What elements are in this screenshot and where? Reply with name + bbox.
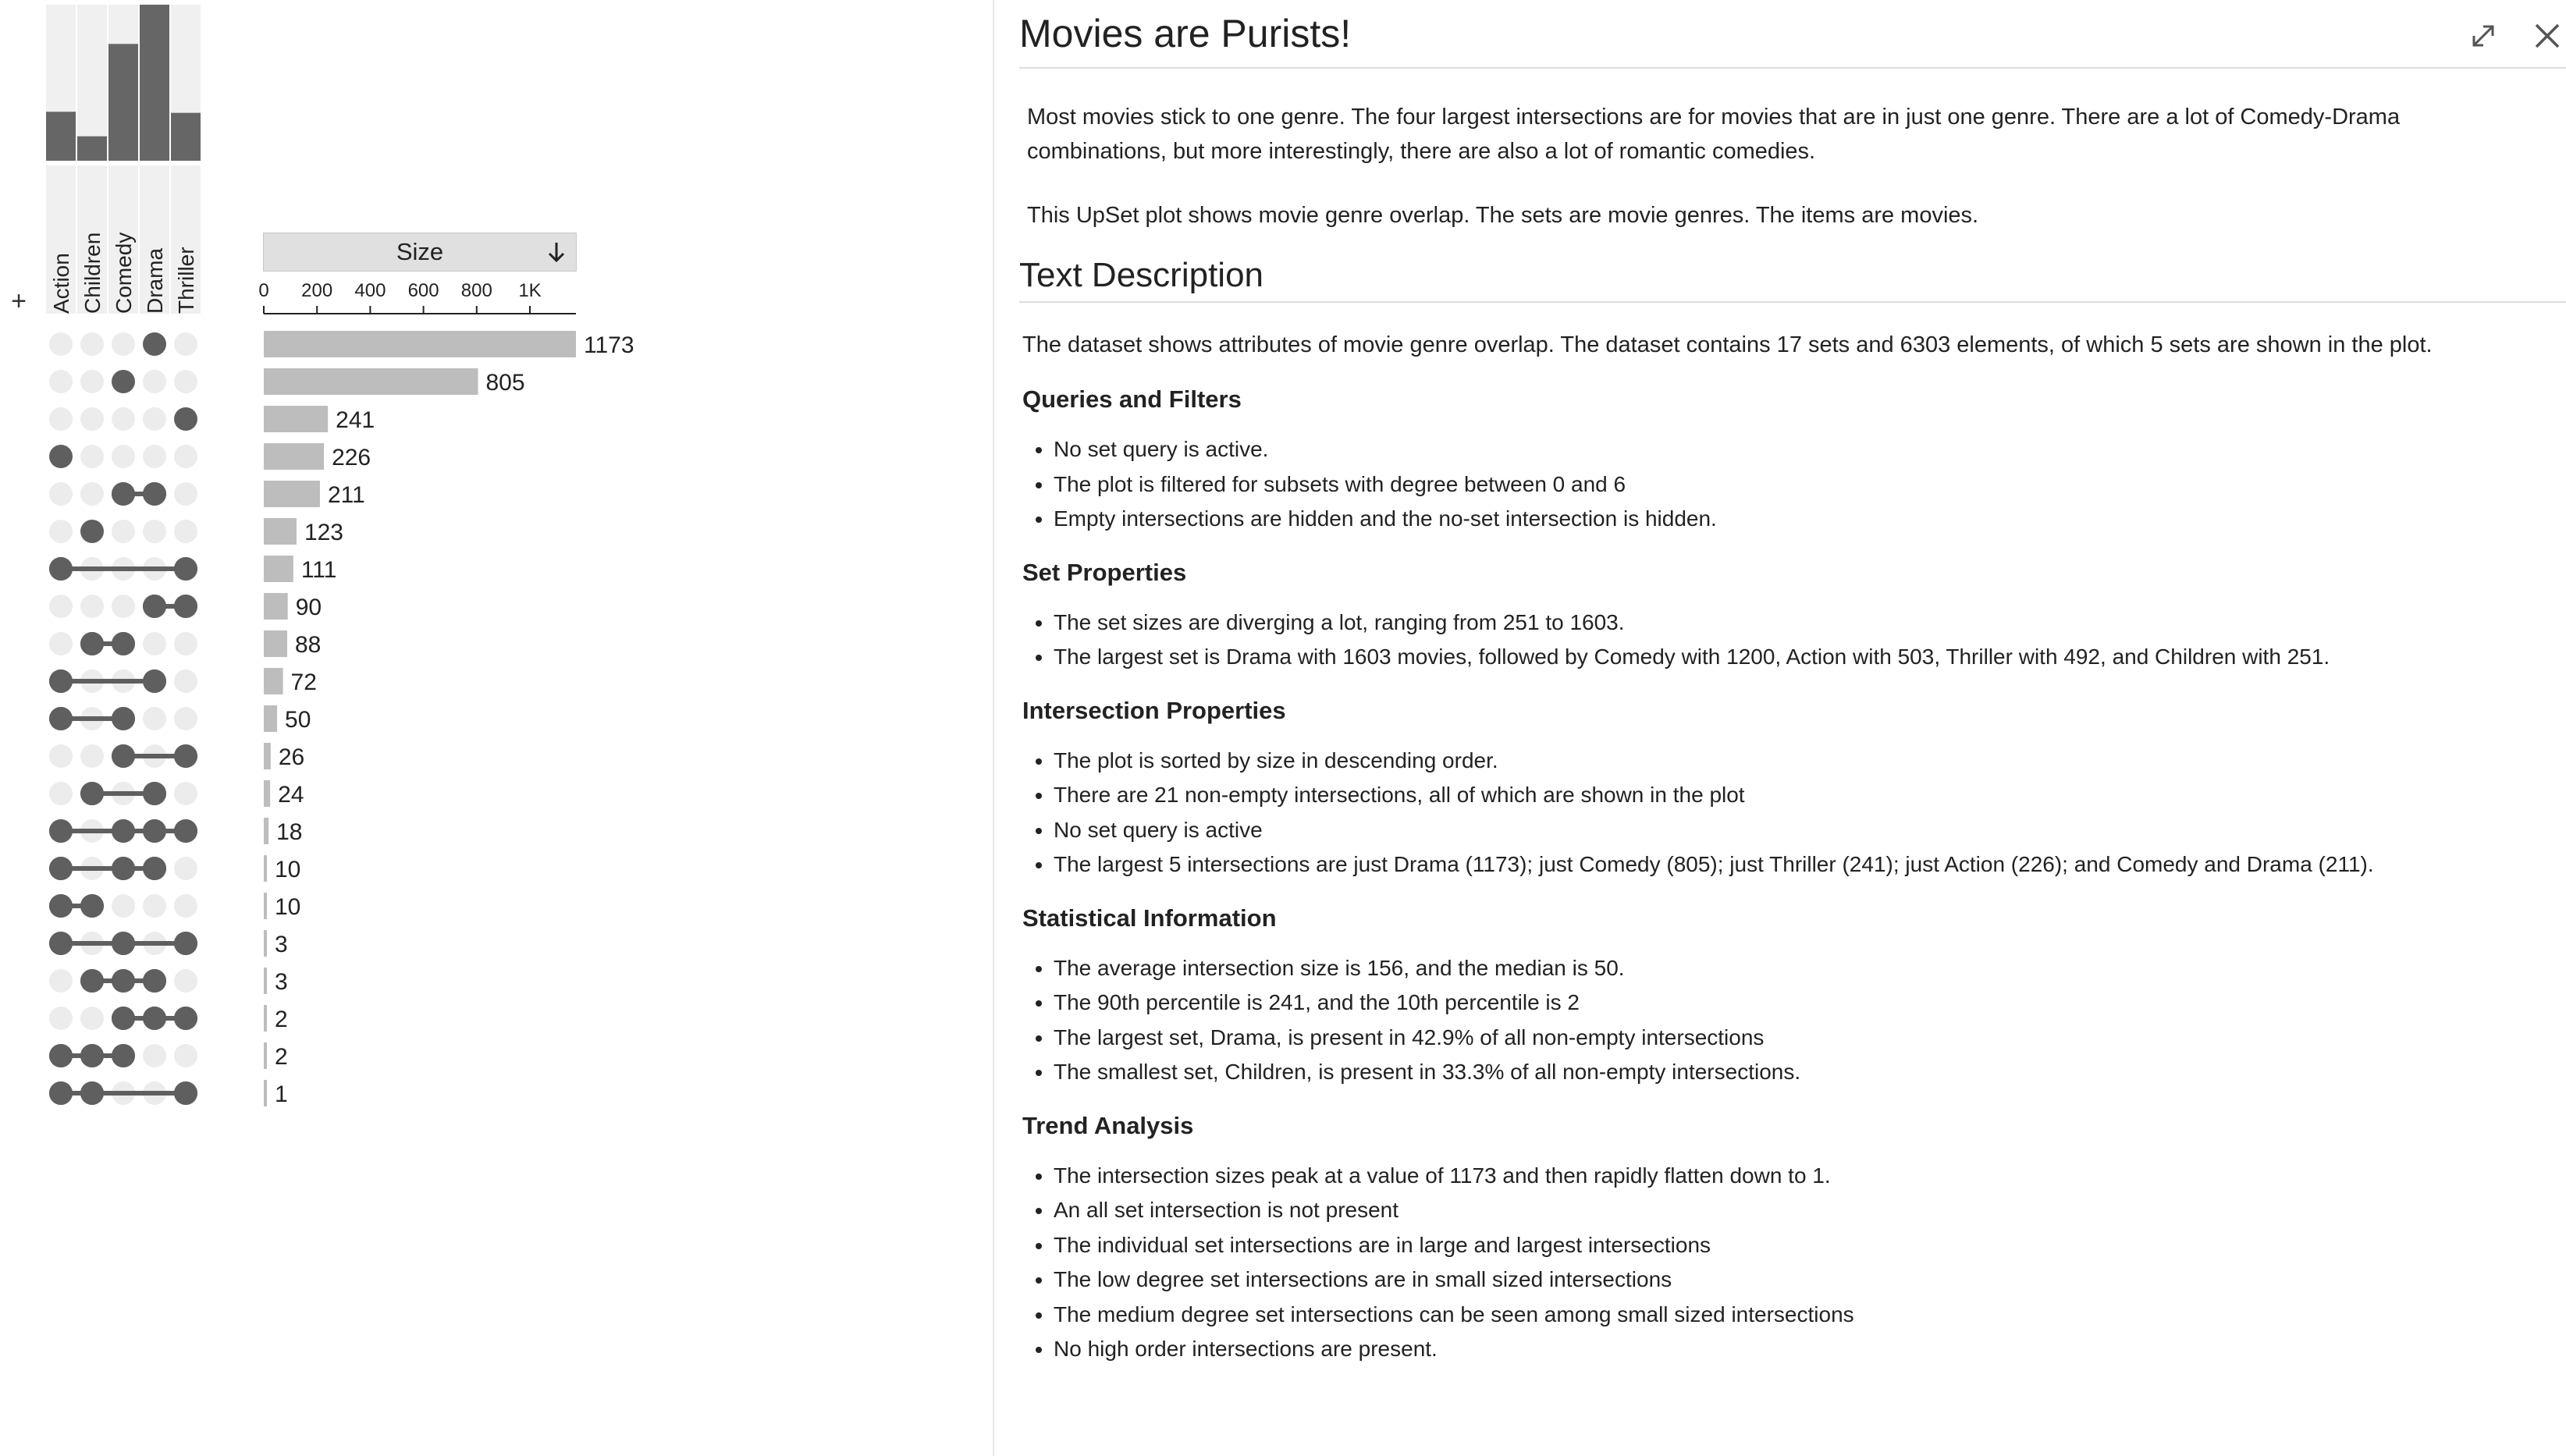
membership-dot-filled — [112, 744, 135, 768]
membership-dot-empty — [80, 445, 104, 468]
membership-dot-filled — [174, 595, 197, 618]
set-size-bar — [108, 44, 138, 161]
membership-dot-empty — [80, 332, 104, 356]
membership-dot-empty — [174, 894, 197, 918]
list-item: • No set query is active — [1054, 813, 2557, 848]
membership-dot-empty — [112, 595, 135, 618]
list-item: • No set query is active. — [1054, 432, 2557, 467]
upset-plot-svg — [0, 0, 990, 1456]
membership-dot-filled — [143, 669, 166, 693]
membership-dot-empty — [80, 370, 104, 393]
page-title: Movies are Purists! — [1019, 12, 1352, 55]
membership-dot-empty — [49, 969, 73, 993]
membership-dot-filled — [80, 969, 104, 993]
membership-dot-empty — [49, 482, 73, 506]
membership-dot-filled — [49, 707, 73, 730]
section-heading: Statistical Information — [1022, 904, 1277, 932]
intersection-size-bar — [264, 818, 268, 844]
list-item: • The largest 5 intersections are just Drama (1173); just Comedy (805); just Thriller (241); just Action (226); and Comedy and Drama (211). — [1054, 847, 2557, 882]
intersection-size-label: 18 — [276, 819, 303, 845]
membership-dot-empty — [174, 669, 197, 693]
section-list — [1019, 744, 2557, 882]
text-description-title: Text Description — [1019, 256, 1264, 294]
membership-dot-empty — [80, 595, 104, 618]
membership-dot-filled — [112, 370, 135, 393]
membership-dot-empty — [49, 407, 73, 431]
membership-dot-empty — [143, 894, 166, 918]
text-description-heading — [1019, 251, 2566, 303]
section-heading: Set Properties — [1022, 558, 1187, 586]
intersection-size-bar — [264, 1080, 267, 1106]
membership-dot-filled — [112, 707, 135, 730]
membership-dot-filled — [143, 332, 166, 356]
intersection-size-label: 2 — [275, 1044, 288, 1070]
membership-dot-empty — [112, 407, 135, 431]
intersection-size-label: 26 — [278, 744, 305, 770]
membership-dot-empty — [143, 407, 166, 431]
intersection-size-bar — [264, 368, 478, 395]
membership-dot-empty — [49, 595, 73, 618]
intersection-size-bar — [264, 406, 328, 432]
membership-dot-filled — [112, 632, 135, 655]
list-item: • The smallest set, Children, is present in 33.3% of all non-empty intersections. — [1054, 1055, 2557, 1090]
intersection-size-bar — [264, 893, 267, 919]
membership-dot-empty — [49, 744, 73, 768]
membership-dot-filled — [174, 557, 197, 581]
set-size-bar — [77, 137, 107, 161]
intersection-size-label: 805 — [485, 370, 525, 396]
list-item: • The plot is sorted by size in descending order. — [1054, 744, 2557, 779]
membership-dot-filled — [174, 407, 197, 431]
section-list — [1019, 605, 2557, 675]
intersection-size-bar — [264, 593, 288, 620]
set-size-bar — [46, 112, 76, 161]
membership-dot-empty — [112, 445, 135, 468]
membership-dot-empty — [174, 707, 197, 730]
set-size-bar — [171, 113, 201, 161]
intersection-size-label: 123 — [304, 520, 344, 545]
description-sections — [1019, 382, 2557, 1367]
set-name-label: Comedy — [112, 232, 136, 314]
intersection-size-label: 24 — [278, 782, 304, 808]
intersection-size-label: 211 — [327, 482, 365, 508]
arrow-down-icon — [543, 239, 570, 265]
membership-dot-filled — [174, 744, 197, 768]
sort-header-label: Size — [396, 238, 444, 265]
intersection-size-label: 3 — [275, 932, 288, 957]
membership-dot-filled — [80, 632, 104, 655]
list-item: • The set sizes are diverging a lot, ranging from 251 to 1603. — [1054, 605, 2557, 641]
intersection-size-label: 226 — [332, 445, 371, 471]
upset-plot-panel — [0, 0, 990, 1456]
dataset-summary: The dataset shows attributes of movie genre overlap. The dataset contains 17 sets and 6303 elements, of which 5 sets are shown in the plot. — [1022, 332, 2433, 357]
membership-dot-empty — [49, 370, 73, 393]
intersection-size-label: 1173 — [584, 332, 634, 358]
sort-by-size-header[interactable] — [263, 233, 577, 272]
membership-dot-empty — [174, 969, 197, 993]
membership-dot-empty — [49, 332, 73, 356]
membership-dot-filled — [112, 1007, 135, 1030]
text-description-body — [1019, 328, 2557, 1386]
section-heading: Queries and Filters — [1022, 385, 1242, 413]
size-axis-tick-label: 200 — [301, 280, 333, 301]
membership-dot-filled — [143, 482, 166, 506]
size-axis-tick-label: 0 — [258, 280, 269, 301]
set-name-label: Action — [49, 253, 73, 314]
membership-dot-filled — [112, 1044, 135, 1067]
intersection-size-bar — [264, 518, 297, 545]
membership-dot-filled — [143, 819, 166, 843]
set-size-bar — [140, 5, 169, 161]
membership-dot-filled — [49, 819, 73, 843]
list-item: • Empty intersections are hidden and the no-set intersection is hidden. — [1054, 502, 2557, 537]
intersection-size-bar — [264, 743, 271, 769]
membership-dot-filled — [174, 932, 197, 955]
membership-dot-filled — [80, 782, 104, 805]
membership-dot-empty — [174, 482, 197, 506]
membership-dot-filled — [143, 782, 166, 805]
size-axis-tick-label: 600 — [407, 280, 439, 301]
membership-dot-empty — [143, 445, 166, 468]
section-heading: Trend Analysis — [1022, 1111, 1194, 1139]
section-list — [1019, 432, 2557, 537]
intersection-size-label: 90 — [295, 595, 322, 620]
membership-dot-filled — [49, 894, 73, 918]
size-axis-tick-label: 800 — [460, 280, 492, 301]
intersection-size-bar — [264, 855, 267, 882]
list-item: • The intersection sizes peak at a value of 1173 and then rapidly flatten down to 1. — [1054, 1159, 2557, 1194]
membership-dot-empty — [49, 520, 73, 543]
membership-dot-filled — [49, 857, 73, 880]
list-item: • The average intersection size is 156, and the median is 50. — [1054, 951, 2557, 986]
size-axis-tick-label: 1K — [518, 280, 542, 301]
intersection-size-label: 3 — [275, 969, 288, 995]
membership-dot-filled — [174, 819, 197, 843]
membership-dot-filled — [112, 857, 135, 880]
membership-dot-filled — [80, 1081, 104, 1105]
intersection-size-bar — [264, 930, 267, 957]
membership-dot-filled — [49, 1044, 73, 1067]
set-name-label: Thriller — [174, 247, 198, 314]
intersection-size-bar — [264, 1042, 267, 1069]
intersection-size-label: 50 — [285, 707, 311, 733]
plot-summary-paragraph: This UpSet plot shows movie genre overlap. The sets are movie genres. The items are movies. — [1027, 203, 1979, 228]
list-item: • The largest set, Drama, is present in 42.9% of all non-empty intersections — [1054, 1021, 2557, 1056]
membership-dot-empty — [112, 520, 135, 543]
intersection-size-bar — [264, 556, 293, 582]
intersection-size-bar — [264, 668, 283, 694]
membership-dot-empty — [49, 632, 73, 655]
membership-dot-filled — [143, 1007, 166, 1030]
intersection-size-bar — [264, 1005, 267, 1032]
membership-dot-empty — [80, 744, 104, 768]
intersection-size-label: 88 — [295, 632, 322, 658]
intersection-size-bar — [264, 630, 287, 657]
membership-dot-filled — [174, 1081, 197, 1105]
section-list — [1019, 951, 2557, 1090]
list-item: • An all set intersection is not present — [1054, 1193, 2557, 1228]
intersection-size-bar — [264, 481, 320, 507]
list-item: • There are 21 non-empty intersections, all of which are shown in the plot — [1054, 778, 2557, 813]
list-item: • No high order intersections are present. — [1054, 1332, 2557, 1367]
intersection-size-label: 241 — [336, 407, 375, 433]
intersection-size-bar — [264, 331, 576, 357]
intersection-size-bar — [264, 968, 267, 994]
membership-dot-empty — [49, 782, 73, 805]
membership-dot-filled — [112, 482, 135, 506]
list-item: • The plot is filtered for subsets with degree between 0 and 6 — [1054, 467, 2557, 502]
membership-dot-filled — [49, 669, 73, 693]
intersection-size-label: 72 — [290, 669, 317, 695]
membership-dot-empty — [174, 332, 197, 356]
membership-dot-empty — [174, 520, 197, 543]
membership-dot-empty — [174, 370, 197, 393]
membership-dot-filled — [49, 445, 73, 468]
membership-dot-filled — [174, 1007, 197, 1030]
membership-dot-empty — [143, 1044, 166, 1067]
description-side-panel — [996, 0, 2566, 1456]
intersection-size-bar — [264, 705, 277, 732]
membership-dot-empty — [143, 632, 166, 655]
intersection-size-bar — [264, 443, 324, 470]
expand-icon[interactable] — [2468, 20, 2499, 51]
membership-dot-filled — [49, 557, 73, 581]
membership-dot-empty — [112, 894, 135, 918]
membership-dot-empty — [49, 1007, 73, 1030]
membership-dot-empty — [174, 857, 197, 880]
membership-dot-filled — [112, 969, 135, 993]
section-heading: Intersection Properties — [1022, 696, 1286, 724]
membership-dot-empty — [80, 482, 104, 506]
list-item: • The individual set intersections are in large and largest intersections — [1054, 1228, 2557, 1263]
membership-dot-empty — [143, 370, 166, 393]
intersection-size-label: 1 — [275, 1081, 288, 1107]
section-list — [1019, 1159, 2557, 1367]
membership-dot-filled — [49, 1081, 73, 1105]
membership-dot-empty — [143, 520, 166, 543]
membership-dot-filled — [143, 857, 166, 880]
membership-dot-empty — [174, 445, 197, 468]
intersection-size-label: 10 — [275, 894, 301, 920]
size-axis-tick-label: 400 — [354, 280, 386, 301]
membership-dot-empty — [143, 707, 166, 730]
membership-dot-filled — [112, 819, 135, 843]
intersection-size-label: 111 — [300, 557, 337, 583]
membership-dot-filled — [80, 520, 104, 543]
membership-dot-empty — [112, 332, 135, 356]
membership-dot-filled — [80, 1044, 104, 1067]
membership-dot-empty — [174, 632, 197, 655]
side-panel-header — [1019, 0, 2566, 69]
list-item: • The low degree set intersections are in small sized intersections — [1054, 1262, 2557, 1298]
membership-dot-empty — [174, 1044, 197, 1067]
set-name-label: Drama — [143, 247, 167, 314]
list-item: • The 90th percentile is 241, and the 10th percentile is 2 — [1054, 985, 2557, 1021]
membership-dot-empty — [174, 782, 197, 805]
intersection-size-bar — [264, 780, 270, 807]
list-item: • The largest set is Drama with 1603 movies, followed by Comedy with 1200, Action with 503, Thriller with 492, and Children with 251. — [1054, 640, 2557, 675]
intersection-size-label: 10 — [275, 857, 301, 882]
intro-paragraph: Most movies stick to one genre. The four largest intersections are for movies that are in just one genre. There are a lot of Comedy-Drama combinations, but more interestingly, there are also a lot of romantic comedies. — [1027, 105, 2401, 164]
membership-dot-filled — [143, 969, 166, 993]
membership-dot-filled — [49, 932, 73, 955]
membership-dot-empty — [80, 1007, 104, 1030]
close-icon[interactable] — [2530, 19, 2564, 53]
membership-dot-filled — [143, 595, 166, 618]
membership-dot-filled — [112, 932, 135, 955]
panel-divider — [993, 0, 994, 1456]
intersection-size-label: 2 — [275, 1007, 288, 1032]
membership-dot-filled — [80, 894, 104, 918]
list-item: • The medium degree set intersections can be seen among small sized intersections — [1054, 1298, 2557, 1333]
add-set-button[interactable]: + — [11, 286, 27, 316]
set-name-label: Children — [80, 232, 105, 314]
membership-dot-empty — [80, 407, 104, 431]
